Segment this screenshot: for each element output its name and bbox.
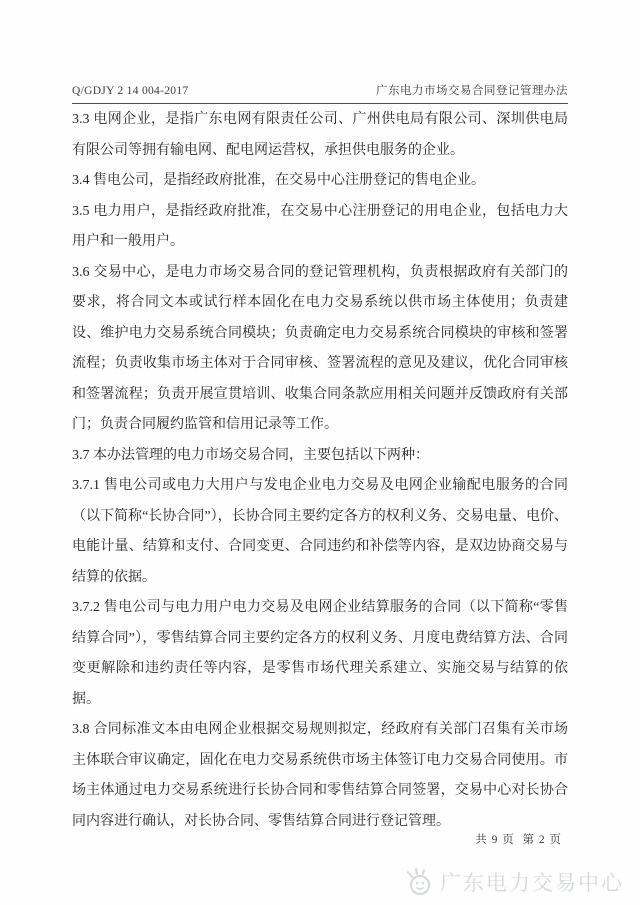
doc-number: Q/GDJY 2 14 004-2017 <box>72 85 189 97</box>
watermark-text: 广东电力交易中心 <box>440 872 624 895</box>
paragraph-3-7: 3.7 本办法管理的电力市场交易合同，主要包括以下两种： <box>72 447 429 463</box>
paragraph-3-8: 3.8 合同标准文本由电网企业根据交易规则拟定，经政府有关部门召集有关市场主体联合审议确定，固化在电力交易系统供市场主体签订电力交易合同使用。市场主体通过电力交易系统进行长协合同和零售结算合同签署，交易中心对长协合同内容进行确认，对长协合同、零售结算合同进行登记管理。 <box>72 722 568 829</box>
paragraph-3-7-2: 3.7.2 售电公司与电力用户电力交易及电网企业结算服务的合同（以下简称“零售结算合同”），零售结算合同主要约定各方的权利义务、月度电费结算方法、合同变更解除和违约责任等内容，是零售市场代理关系建立、实施交易与结算的依据。 <box>72 600 568 707</box>
page-header <box>72 84 568 104</box>
lychee-sun-logo-icon <box>404 866 434 898</box>
doc-title: 广东电力市场交易合同登记管理办法 <box>376 85 568 97</box>
page-number: 共 9 页 第 2 页 <box>475 834 562 846</box>
publisher-watermark <box>404 866 624 898</box>
paragraph-3-6: 3.6 交易中心，是电力市场交易合同的登记管理机构，负责根据政府有关部门的要求，将合同文本或试行样本固化在电力交易系统以供市场主体使用；负责建设、维护电力交易系统合同模块；负责确定电力交易系统合同模块的审核和签署流程；负责收集市场主体对于合同审核、签署流程的意见及建议，优化合同审核和签署流程；负责开展宣贯培训、收集合同条款应用相关问题并反馈政府有关部门；负责合同履约监管和信用记录等工作。 <box>72 264 568 432</box>
document-body <box>72 105 568 837</box>
paragraph-3-3: 3.3 电网企业，是指广东电网有限责任公司、广州供电局有限公司、深圳供电局有限公司等拥有输电网、配电网运营权，承担供电服务的企业。 <box>72 112 568 158</box>
paragraph-3-4: 3.4 售电公司，是指经政府批准，在交易中心注册登记的售电企业。 <box>72 173 485 188</box>
paragraph-3-7-1: 3.7.1 售电公司或电力大用户与发电企业电力交易及电网企业输配电服务的合同（以下简称“长协合同”），长协合同主要约定各方的权利义务、交易电量、电价、电能计量、结算和支付、合同变更、合同违约和补偿等内容，是双边协商交易与结算的依据。 <box>72 478 568 585</box>
paragraph-3-5: 3.5 电力用户，是指经政府批准，在交易中心注册登记的用电企业，包括电力大用户和一般用户。 <box>72 203 568 249</box>
